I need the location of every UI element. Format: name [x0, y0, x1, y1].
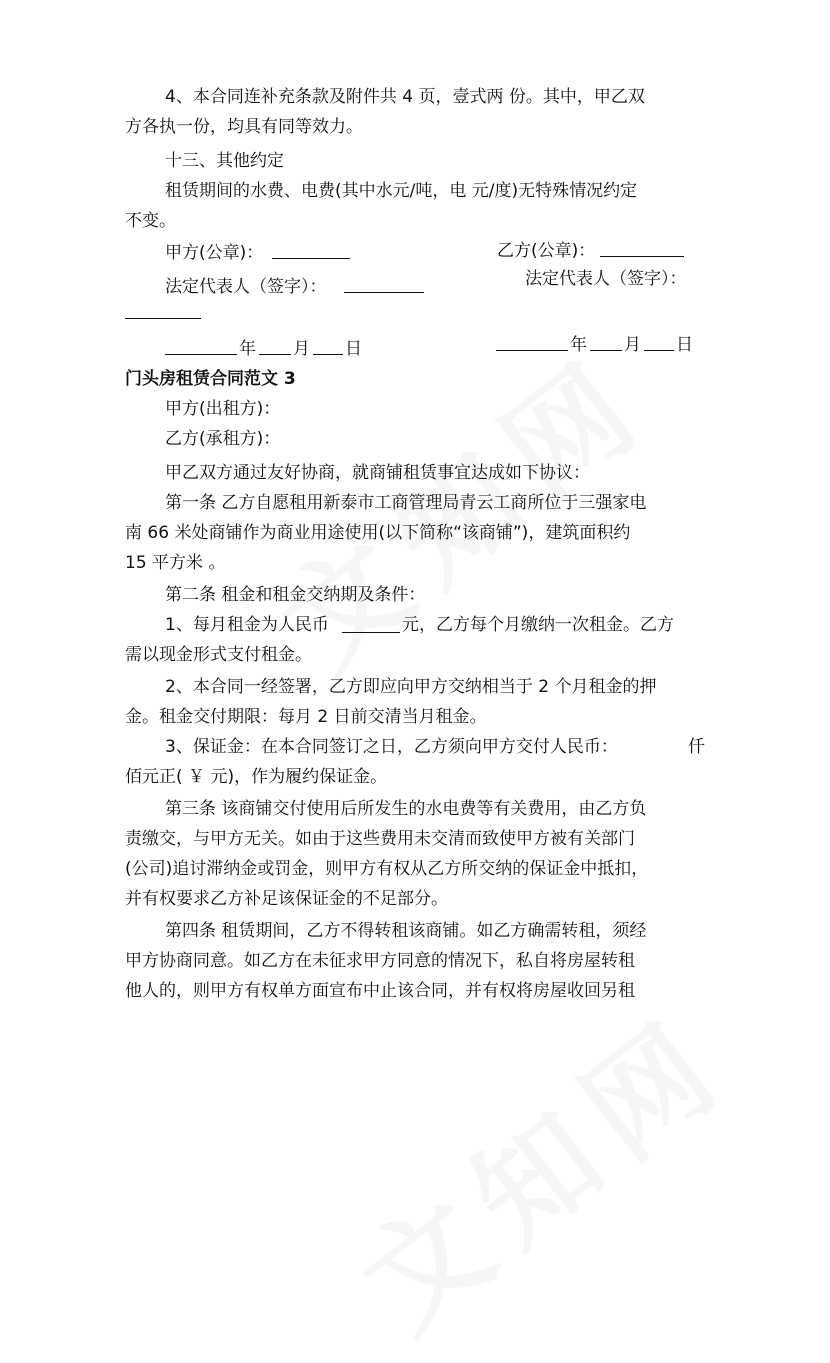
article-2-item-3-line-2: 佰元正( ￥ 元)，作为履约保证金。	[125, 767, 388, 787]
lessor-label: 甲方(出租方)：	[165, 399, 281, 419]
date-a-month-line	[259, 354, 291, 355]
party-b-seal-line	[600, 256, 684, 257]
section-13-title: 十三、其他约定	[165, 151, 284, 171]
article-2-item-1-line-2: 需以现金形式支付租金。	[125, 645, 312, 665]
date-b-year: 年	[570, 335, 587, 355]
article-3-line-1: 第三条 该商铺交付使用后所发生的水电费等有关费用，由乙方负	[165, 799, 647, 819]
article-1-line-3: 15 平方米 。	[125, 553, 226, 573]
article-2-item-2-line-1: 2、本合同一经签署，乙方即应向甲方交纳相当于 2 个月租金的押	[165, 677, 657, 697]
date-a-month: 月	[293, 339, 310, 359]
watermark-lower	[322, 969, 759, 1363]
article-2-item-2-line-2: 金。租金交付期限：每月 2 日前交清当月租金。	[125, 707, 487, 727]
article-3-line-3: (公司)追讨滞纳金或罚金，则甲方有权从乙方所交纳的保证金中抵扣，	[125, 859, 649, 879]
article-2-item-3-line-1: 3、保证金：在本合同签订之日，乙方须向甲方交付人民币：	[165, 737, 618, 757]
date-b-year-line	[496, 350, 568, 351]
article-3-line-2: 责缴交，与甲方无关。如由于这些费用未交清而致使甲方被有关部门	[125, 829, 635, 849]
date-b-month-line	[590, 350, 622, 351]
date-b-day: 日	[676, 335, 693, 355]
clause-4-line-1: 4、本合同连补充条款及附件共 4 页，壹式两 份。其中，甲乙双	[165, 87, 645, 107]
date-a-day-line	[313, 354, 343, 355]
article-1-line-2: 南 66 米处商铺作为商业用途使用(以下简称“该商铺”)，建筑面积约	[125, 523, 631, 543]
article-1-line-1: 第一条 乙方自愿租用新泰市工商管理局青云工商所位于三强家电	[165, 493, 647, 513]
date-a-day: 日	[345, 339, 362, 359]
date-b-day-line	[644, 350, 674, 351]
article-2-title: 第二条 租金和租金交纳期及条件：	[165, 585, 426, 605]
party-a-rep-label: 法定代表人（签字）：	[165, 277, 327, 297]
party-b-rep-line	[125, 318, 201, 319]
date-a-year: 年	[239, 339, 256, 359]
section-13-line-1: 租赁期间的水费、电费(其中水元/吨，电 元/度)无特殊情况约定	[165, 181, 638, 201]
rent-amount-line	[342, 632, 400, 633]
article-4-line-3: 他人的，则甲方有权单方面宣布中止该合同，并有权将房屋收回另租	[125, 981, 635, 1001]
party-b-rep-label: 法定代表人（签字）：	[525, 269, 687, 289]
article-2-item-3-qian: 仟	[688, 737, 705, 757]
party-b-seal-label: 乙方(公章)：	[497, 241, 596, 261]
party-a-seal-label: 甲方(公章)：	[165, 243, 264, 263]
article-4-line-1: 第四条 租赁期间，乙方不得转租该商铺。如乙方确需转租，须经	[165, 921, 647, 941]
lessee-label: 乙方(承租方)：	[165, 429, 281, 449]
agreement-intro: 甲乙双方通过友好协商，就商铺租赁事宜达成如下协议：	[165, 463, 590, 483]
clause-4-line-2: 方各执一份，均具有同等效力。	[125, 117, 363, 137]
article-2-item-1-part-b: 元，乙方每个月缴纳一次租金。乙方	[402, 615, 674, 635]
date-a-year-line	[165, 354, 237, 355]
party-a-rep-line	[344, 292, 424, 293]
section-heading: 门头房租赁合同范文 3	[125, 369, 296, 389]
article-4-line-2: 甲方协商同意。如乙方在未征求甲方同意的情况下，私自将房屋转租	[125, 951, 635, 971]
section-13-line-2: 不变。	[125, 211, 176, 231]
date-b-month: 月	[624, 335, 641, 355]
party-a-seal-line	[272, 258, 350, 259]
article-2-item-1-part-a: 1、每月租金为人民币	[165, 615, 329, 635]
article-3-line-4: 并有权要求乙方补足该保证金的不足部分。	[125, 889, 448, 909]
